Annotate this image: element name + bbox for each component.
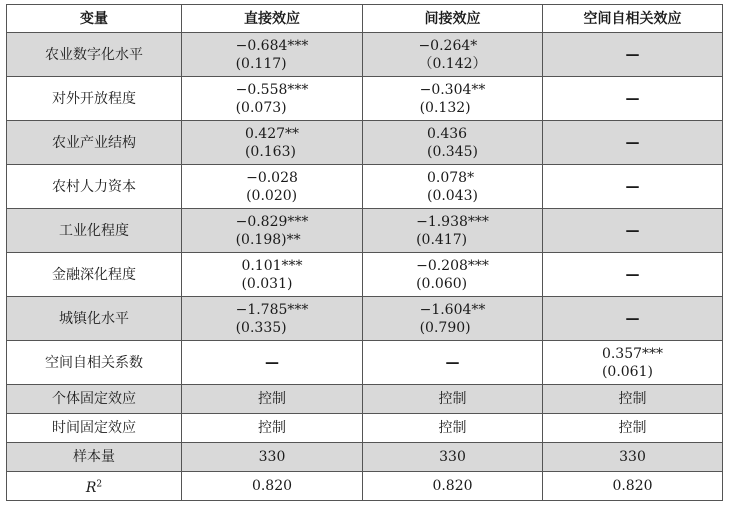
value-cell [182,443,363,472]
dash-mark: — [265,354,279,371]
value-cell [363,472,543,501]
cell-value: 控制 [618,391,647,407]
table-row [7,33,723,77]
dash-mark: — [625,46,640,63]
header-variable: 变量 [7,5,182,33]
direct-value [246,169,298,205]
direct-value [236,213,309,249]
estimate: −0.028 [246,169,298,186]
variable-cell [7,385,182,414]
variable-cell [7,253,182,297]
cell-value: 控制 [258,420,286,436]
cell-value: 330 [619,449,646,465]
direct-cell [182,77,363,121]
spatial-cell [543,121,723,165]
row-label: 金融深化程度 [52,266,136,283]
cell-value: 控制 [438,391,467,407]
table-row [7,209,723,253]
std-error: (0.031) [241,275,293,292]
table-row [7,472,723,501]
indirect-cell [363,297,543,341]
dash-mark: — [625,222,640,239]
direct-cell [182,297,363,341]
std-error: (0.198)** [235,231,301,248]
dash-mark: — [445,354,460,371]
value-cell [182,385,363,414]
cell-value: 0.820 [432,478,473,494]
value-cell [543,472,723,501]
std-error: (0.020) [246,187,298,204]
indirect-cell [363,33,543,77]
direct-value [236,301,309,337]
dash-mark: — [625,134,640,151]
indirect-cell [363,209,543,253]
variable-cell [7,341,182,385]
table-row [7,443,723,472]
header-direct-effect: 直接效应 [182,5,363,33]
indirect-cell [363,121,543,165]
variable-cell [7,414,182,443]
indirect-value [420,81,486,117]
std-error: (0.043) [426,187,478,204]
variable-cell [7,443,182,472]
dash-mark: — [625,90,640,107]
indirect-cell [363,253,543,297]
direct-value [236,81,309,117]
estimate: −0.558*** [235,81,309,98]
value-cell [543,443,723,472]
dash-mark: — [625,178,640,195]
direct-cell [182,165,363,209]
std-error: (0.061) [601,363,653,380]
table-body [7,33,723,501]
indirect-value [427,125,478,161]
variable-cell [7,165,182,209]
row-label: 农业产业结构 [52,134,136,151]
value-cell [363,443,543,472]
row-label: 城镇化水平 [59,310,129,327]
cell-value: 控制 [258,391,286,407]
estimate: −0.304** [419,81,486,98]
dash-mark: — [625,310,640,327]
spatial-cell [543,253,723,297]
std-error: (0.790) [419,319,471,336]
indirect-cell [363,341,543,385]
estimate: 0.357*** [601,345,664,362]
std-error: (0.345) [426,143,478,160]
std-error: (0.132) [419,99,471,116]
variable-cell [7,121,182,165]
spatial-cell [543,165,723,209]
value-cell [363,414,543,443]
indirect-value [427,169,478,205]
value-cell [543,414,723,443]
indirect-value [420,301,486,337]
estimate: −0.829*** [235,213,309,230]
indirect-value [416,213,489,249]
table-row [7,414,723,443]
row-label: 农村人力资本 [52,178,136,195]
row-label: 工业化程度 [59,222,129,239]
estimate: −1.785*** [235,301,309,318]
std-error: (0.117) [235,55,287,72]
cell-value: 0.820 [251,478,293,494]
cell-value: 330 [258,449,286,465]
variable-cell [7,33,182,77]
estimate: −0.684*** [235,37,309,54]
estimate: −1.938*** [416,213,489,230]
direct-cell [182,209,363,253]
std-error: （0.142） [418,55,487,72]
cell-value: 控制 [618,420,647,436]
header-spatial-effect: 空间自相关效应 [543,5,723,33]
regression-table [6,4,723,501]
table-row [7,341,723,385]
row-label: 时间固定效应 [52,420,136,436]
spatial-value [602,345,663,381]
spatial-cell [543,77,723,121]
direct-cell [182,253,363,297]
estimate: 0.436 [426,125,468,142]
row-label: 对外开放程度 [52,90,136,107]
spatial-cell [543,297,723,341]
indirect-value [418,37,486,73]
spatial-cell [543,209,723,253]
dash-mark: — [625,266,640,283]
spatial-cell [543,341,723,385]
cell-value: 0.820 [612,478,653,494]
row-label: 个体固定效应 [52,391,136,407]
r-superscript: 2 [96,479,103,490]
value-cell [363,385,543,414]
spatial-cell [543,33,723,77]
value-cell [182,472,363,501]
header-indirect-effect: 间接效应 [363,5,543,33]
table-row [7,297,723,341]
std-error: (0.163) [244,143,296,160]
table-row [7,385,723,414]
variable-cell [7,472,182,501]
indirect-cell [363,165,543,209]
std-error: (0.073) [235,99,287,116]
direct-cell [182,341,363,385]
std-error: (0.335) [235,319,287,336]
direct-cell [182,33,363,77]
direct-cell [182,121,363,165]
estimate: −0.208*** [416,257,489,274]
estimate: −0.264* [418,37,478,54]
r-squared-label [86,480,102,496]
direct-value [236,37,309,73]
value-cell [182,414,363,443]
std-error: (0.417) [416,231,468,248]
row-label: 农业数字化水平 [45,46,143,63]
table-row [7,77,723,121]
estimate: 0.427** [244,125,300,142]
estimate: 0.078* [426,169,475,186]
r-letter: R [85,479,97,496]
variable-cell [7,297,182,341]
table-row [7,253,723,297]
estimate: −1.604** [419,301,486,318]
variable-cell [7,77,182,121]
row-label: 空间自相关系数 [45,354,143,371]
row-label: 样本量 [73,449,115,465]
direct-value [245,125,299,161]
std-error: (0.060) [416,275,468,292]
value-cell [543,385,723,414]
table-row [7,121,723,165]
cell-value: 330 [439,449,466,465]
direct-value [241,257,302,293]
variable-cell [7,209,182,253]
indirect-value [416,257,489,293]
table-row [7,165,723,209]
indirect-cell [363,77,543,121]
header-row [7,5,723,33]
cell-value: 控制 [438,420,467,436]
estimate: 0.101*** [241,257,303,274]
